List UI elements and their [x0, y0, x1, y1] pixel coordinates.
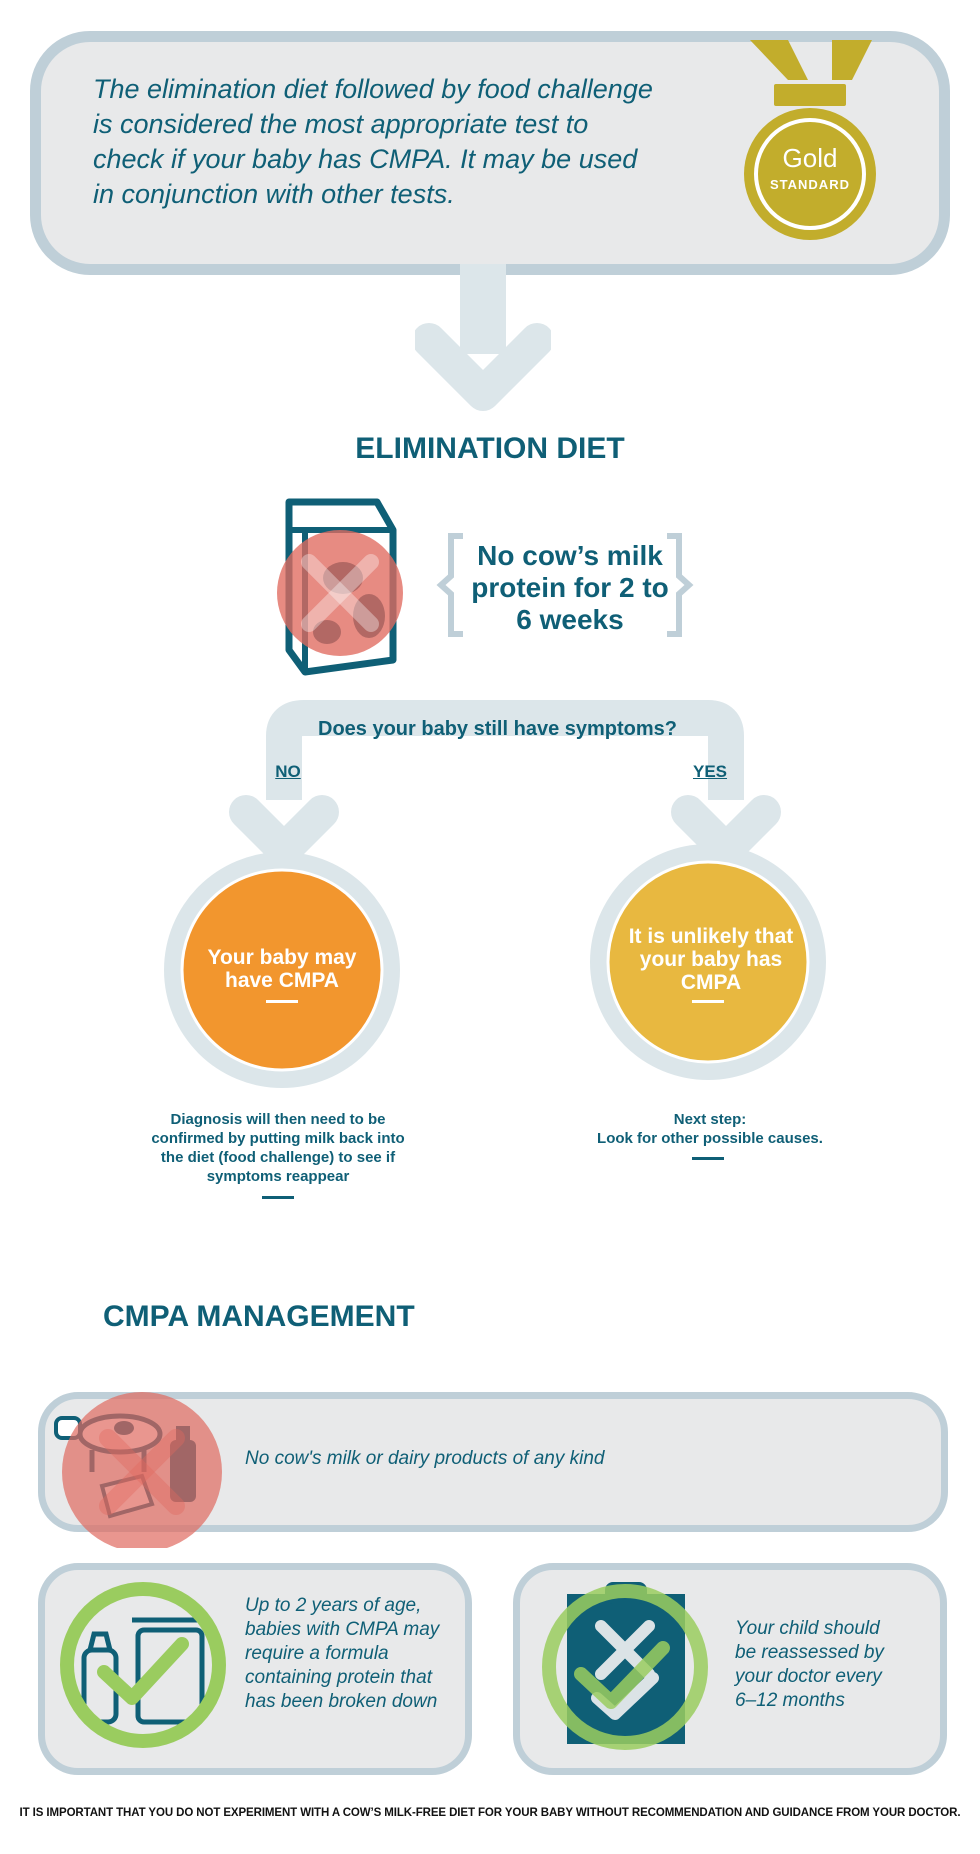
- elimination-title: ELIMINATION DIET: [355, 432, 625, 465]
- next-step-title: Next step:: [673, 1111, 747, 1128]
- symptoms-question: Does your baby still have symptoms?: [318, 718, 677, 740]
- right-circle-dash: [692, 1000, 724, 1003]
- left-note-dash: [262, 1196, 294, 1199]
- right-note-dash: [692, 1157, 724, 1160]
- reassessment-text: Your child should be reassessed by your doctor every 6–12 months: [735, 1618, 884, 1711]
- milk-protein-text: No cow’s milk protein for 2 to 6 weeks: [471, 540, 669, 635]
- footer-disclaimer: IT IS IMPORTANT THAT YOU DO NOT EXPERIMENT WITH A COW’S MILK-FREE DIET FOR YOUR BABY WITHOUT RECOMMENDATION AND GUIDANCE FROM YOUR DOCTOR.: [19, 1807, 961, 1819]
- gold-standard-text: The elimination diet followed by food challenge is considered the most appropriate test to check if your baby has CMPA. It may be used in conjunction with other tests.: [93, 74, 653, 209]
- no-dairy-text: No cow's milk or dairy products of any kind: [245, 1448, 605, 1469]
- milk-carton-icon: [265, 490, 415, 680]
- no-dairy-icon: [52, 1376, 232, 1548]
- management-title: CMPA MANAGEMENT: [103, 1300, 415, 1333]
- gold-medal-icon: [740, 38, 880, 244]
- food-challenge-note: Diagnosis will then need to be confirmed by putting milk back into the diet (food challenge) to see if symptoms reappear: [151, 1111, 405, 1185]
- may-have-cmpa-text: Your baby may have CMPA: [207, 946, 357, 992]
- down-arrow: [415, 264, 551, 412]
- left-circle-dash: [266, 1000, 298, 1003]
- medal-sublabel: STANDARD: [770, 177, 850, 192]
- yes-label: YES: [692, 762, 728, 781]
- unlikely-cmpa-text: It is unlikely that your baby has CMPA: [628, 925, 794, 994]
- no-label: NO: [275, 762, 301, 781]
- medal-label: Gold: [782, 143, 838, 173]
- clipboard-icon: [535, 1572, 715, 1752]
- next-step-body: Look for other possible causes.: [597, 1130, 823, 1147]
- formula-icon: [58, 1580, 228, 1750]
- next-step-note: [580, 1110, 840, 1148]
- formula-text: Up to 2 years of age, babies with CMPA may require a formula containing protein that has been broken down: [245, 1595, 440, 1712]
